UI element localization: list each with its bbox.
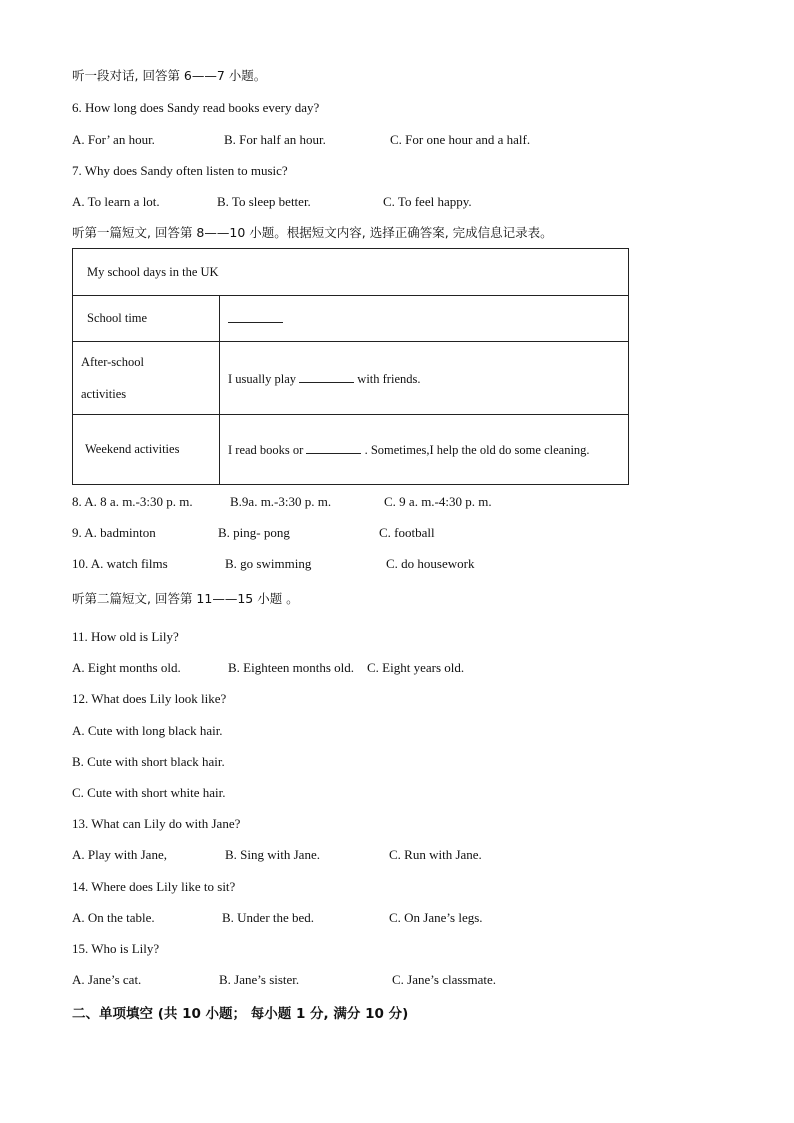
q9-option-c: C. football	[379, 525, 435, 540]
question-15: 15. Who is Lily?	[72, 941, 160, 956]
answer-blank	[299, 370, 354, 383]
q6-option-c: C. For one hour and a half.	[390, 132, 531, 147]
q8-option-a: 8. A. 8 a. m.-3:30 p. m.	[72, 494, 193, 509]
q15-option-b: B. Jane’s sister.	[219, 972, 300, 987]
label-line-1: After-school	[81, 355, 144, 369]
text-before-blank: I read books or	[228, 443, 304, 457]
q11-option-a: A. Eight months old.	[72, 660, 181, 675]
q10-option-b: B. go swimming	[225, 556, 312, 571]
text-before-blank: I usually play	[228, 371, 297, 386]
q12-option-a: A. Cute with long black hair.	[72, 723, 223, 738]
table-label-weekend: Weekend activities	[73, 415, 220, 485]
q13-option-a: A. Play with Jane,	[72, 847, 167, 862]
q10-option-a: 10. A. watch films	[72, 556, 168, 571]
q14-option-b: B. Under the bed.	[222, 910, 315, 925]
q13-option-c: C. Run with Jane.	[389, 847, 482, 862]
text-after-blank: with friends.	[357, 371, 421, 386]
table-title: My school days in the UK	[73, 249, 629, 296]
q14-option-c: C. On Jane’s legs.	[389, 910, 483, 925]
dialogue-intro: 听一段对话, 回答第 6——7 小题。	[72, 68, 267, 83]
q7-option-a: A. To learn a lot.	[72, 194, 160, 209]
table-cell-school-time	[220, 296, 629, 342]
info-record-table	[72, 248, 629, 485]
text-after-blank: . Sometimes,I help the old do some cleaning.	[364, 443, 590, 457]
question-14: 14. Where does Lily like to sit?	[72, 879, 236, 894]
q10-option-c: C. do housework	[386, 556, 475, 571]
q6-option-b: B. For half an hour.	[224, 132, 326, 147]
label-line-2: activities	[81, 387, 127, 401]
question-12: 12. What does Lily look like?	[72, 691, 227, 706]
q8-option-b: B.9a. m.-3:30 p. m.	[230, 494, 332, 509]
table-cell-weekend	[220, 415, 629, 485]
q12-option-c: C. Cute with short white hair.	[72, 785, 226, 800]
q9-option-a: 9. A. badminton	[72, 525, 156, 540]
q15-option-c: C. Jane’s classmate.	[392, 972, 496, 987]
q6-option-a: A. For’ an hour.	[72, 132, 155, 147]
q11-option-c: C. Eight years old.	[367, 660, 465, 675]
q13-option-b: B. Sing with Jane.	[225, 847, 320, 862]
table-cell-after-school	[220, 342, 629, 415]
passage2-intro: 听第二篇短文, 回答第 11——15 小题 。	[72, 591, 299, 606]
passage1-intro: 听第一篇短文, 回答第 8——10 小题。根据短文内容, 选择正确答案, 完成信息记录表。	[72, 225, 553, 240]
q8-option-c: C. 9 a. m.-4:30 p. m.	[384, 494, 492, 509]
q11-option-b: B. Eighteen months old.	[228, 660, 355, 675]
table-label-school-time: School time	[73, 296, 220, 342]
q12-option-b: B. Cute with short black hair.	[72, 754, 225, 769]
answer-blank	[306, 441, 361, 454]
q7-option-c: C. To feel happy.	[383, 194, 472, 209]
q15-option-a: A. Jane’s cat.	[72, 972, 142, 987]
q9-option-b: B. ping- pong	[218, 525, 290, 540]
question-11: 11. How old is Lily?	[72, 629, 179, 644]
section-2-heading: 二、单项填空 (共 10 小题； 每小题 1 分, 满分 10 分)	[72, 1006, 409, 1022]
answer-blank	[228, 310, 283, 323]
question-13: 13. What can Lily do with Jane?	[72, 816, 241, 831]
question-7: 7. Why does Sandy often listen to music?	[72, 163, 288, 178]
table-label-after-school	[73, 342, 220, 415]
question-6: 6. How long does Sandy read books every day?	[72, 100, 320, 115]
q14-option-a: A. On the table.	[72, 910, 155, 925]
q7-option-b: B. To sleep better.	[217, 194, 311, 209]
